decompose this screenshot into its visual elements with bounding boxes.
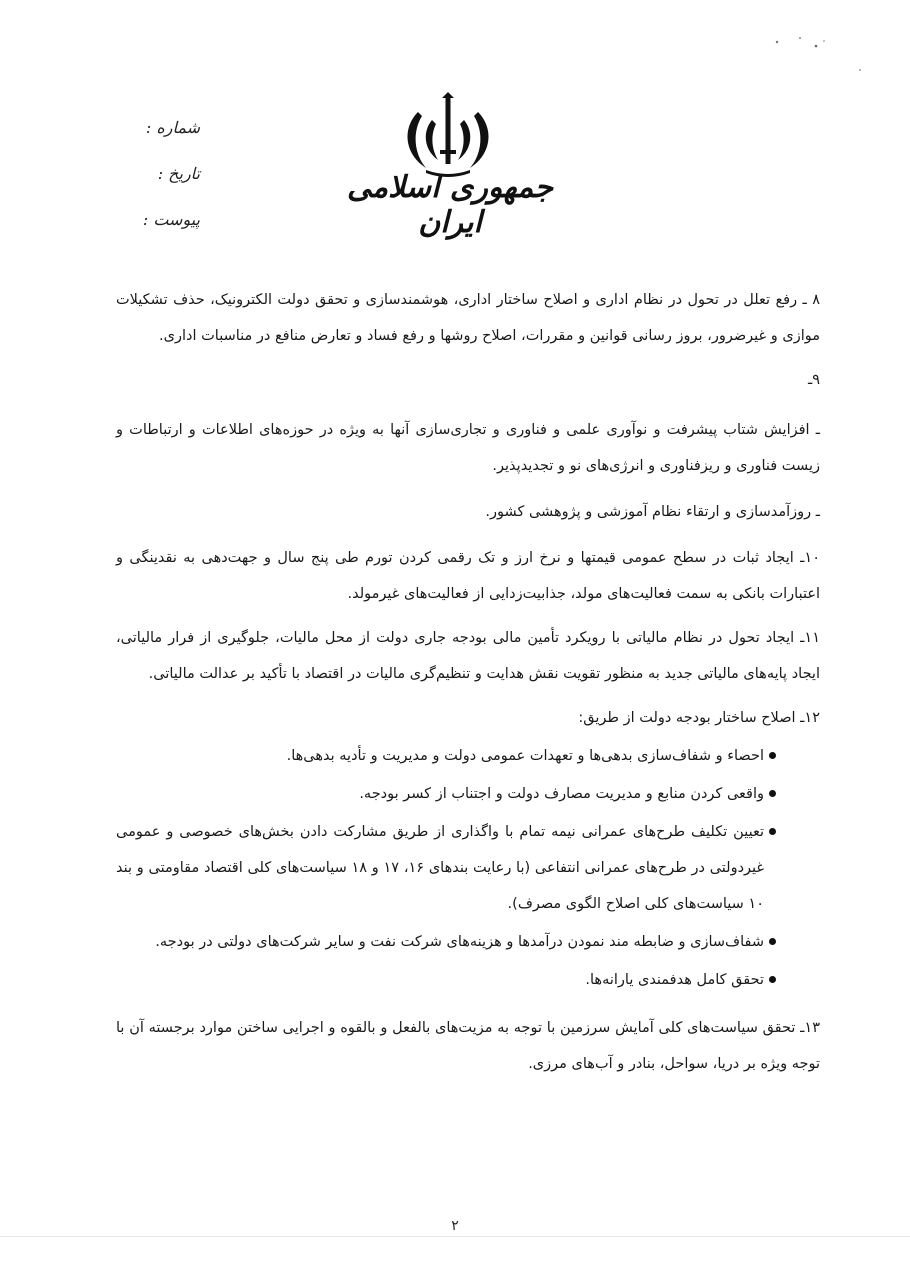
bullet-icon bbox=[769, 938, 776, 945]
list-item: واقعی کردن منابع و مدیریت مصارف دولت و اجتناب از کسر بودجه. bbox=[116, 776, 820, 812]
scan-specks bbox=[772, 32, 872, 82]
letter-meta bbox=[130, 115, 200, 253]
attachment-label: پیوست : bbox=[142, 210, 200, 229]
list-item: احصاء و شفاف‌سازی بدهی‌ها و تعهدات عمومی دولت و مدیریت و تأدیه بدهی‌ها. bbox=[116, 738, 820, 774]
republic-name: جمهوری اسلامی ایران bbox=[346, 170, 554, 240]
list-item: تحقق کامل هدفمندی یارانه‌ها. bbox=[116, 962, 820, 998]
clause-12-list bbox=[116, 738, 820, 998]
list-item: تعیین تکلیف طرح‌های عمرانی نیمه تمام با واگذاری از طریق مشارکت دادن بخش‌های خصوصی و عمومی غیردولتی در طرح‌های عمرانی انتفاعی (با رعایت بندهای ۱۶، ۱۷ و ۱۸ سیاست‌های کلی اقتصاد مقاومتی و بند ۱۰ سیاست‌های کلی اصلاح الگوی مصرف). bbox=[116, 814, 820, 922]
number-label: شماره : bbox=[145, 118, 200, 137]
clause-9-sub-1: ـ افزایش شتاب پیشرفت و نوآوری علمی و فناوری و تجاری‌سازی آنها به ویژه در حوزه‌های اطلاعات و ارتباطات و زیست فناوری و ریزفناوری و انرژی‌های نو و تجدیدپذیر. bbox=[116, 422, 820, 474]
clause-11: ۱۱ـ ایجاد تحول در نظام مالیاتی با رویکرد تأمین مالی بودجه جاری دولت از محل مالیات، جلوگیری از فرار مالیاتی، ایجاد پایه‌های مالیاتی جدید به منظور تقویت نقش هدایت و تنظیم‌گری مالیات در اقتصاد با تأکید بر عدالت مالیاتی. bbox=[116, 630, 820, 682]
page-edge-divider bbox=[0, 1236, 910, 1237]
document-body bbox=[116, 282, 820, 1090]
bullet-icon bbox=[769, 790, 776, 797]
iran-emblem-icon bbox=[398, 92, 498, 177]
page-number: ۲ bbox=[451, 1218, 459, 1234]
clause-12-intro: ۱۲ـ اصلاح ساختار بودجه دولت از طریق: bbox=[578, 710, 820, 726]
bullet-icon bbox=[769, 976, 776, 983]
clause-13: ۱۳ـ تحقق سیاست‌های کلی آمایش سرزمین با توجه به مزیت‌های بالفعل و بالقوه و اجرایی ساختن موارد برجسته آن با توجه ویژه بر دریا، سواحل، بنادر و آب‌های مرزی. bbox=[116, 1020, 820, 1072]
bullet-icon bbox=[769, 752, 776, 759]
clause-9-sub-2: ـ روزآمدسازی و ارتقاء نظام آموزشی و پژوهشی کشور. bbox=[485, 504, 820, 520]
clause-8: ۸ ـ رفع تعلل در تحول در نظام اداری و اصلاح ساختار اداری، هوشمندسازی و تحقق دولت الکترونیک، حذف تشکیلات موازی و غیرضرور، بروز رسانی قوانین و مقررات، اصلاح روشها و رفع فساد و تعارض منافع در مناسبات اداری. bbox=[116, 292, 820, 344]
clause-9-label: ۹ـ bbox=[807, 372, 820, 388]
clause-10: ۱۰ـ ایجاد ثبات در سطح عمومی قیمتها و نرخ ارز و تک رقمی کردن تورم طی پنج سال و جهت‌دهی به نقدینگی و اعتبارات بانکی به سمت فعالیت‌های مولد، جذابیت‌زدایی از فعالیت‌های غیرمولد. bbox=[116, 550, 820, 602]
date-label: تاریخ : bbox=[157, 164, 200, 183]
bullet-icon bbox=[769, 828, 776, 835]
list-item: شفاف‌سازی و ضابطه مند نمودن درآمدها و هزینه‌های شرکت نفت و سایر شرکت‌های دولتی در بودجه. bbox=[116, 924, 820, 960]
